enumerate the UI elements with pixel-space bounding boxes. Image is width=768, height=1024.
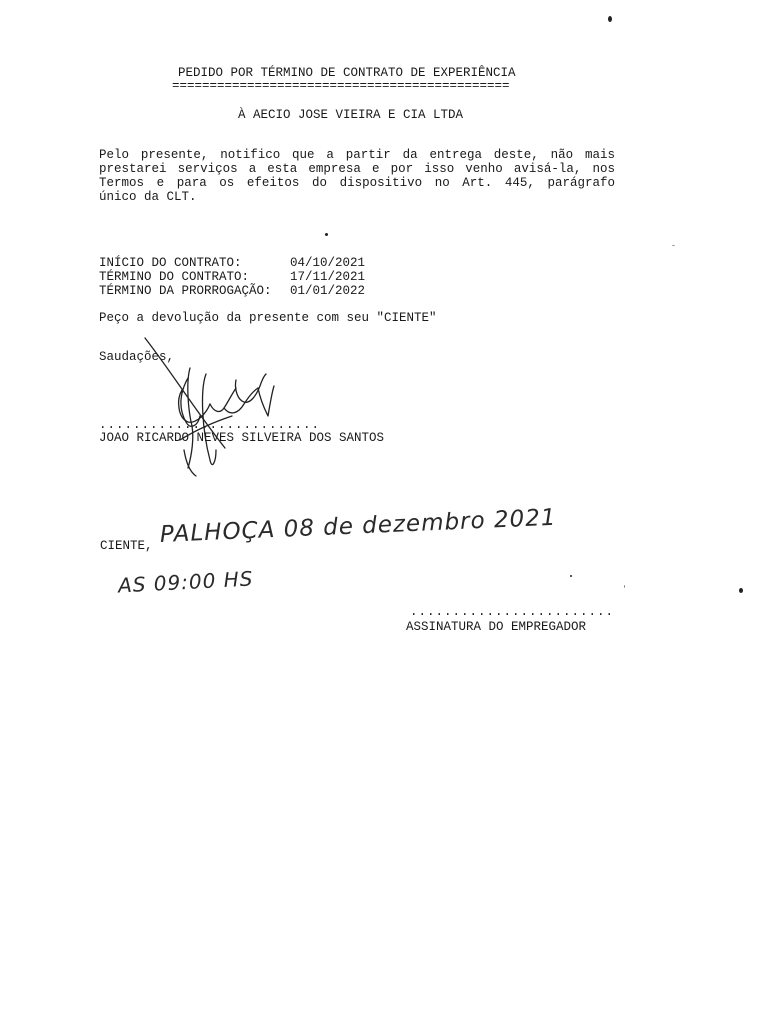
employee-name: JOAO RICARDO NEVES SILVEIRA DOS SANTOS [99,431,385,445]
scan-speck [624,585,625,588]
scan-speck [739,588,743,593]
document-title: PEDIDO POR TÉRMINO DE CONTRATO DE EXPERIÊNCIA [178,66,516,80]
return-request: Peço a devolução da presente com seu "CIENTE" [99,311,437,325]
handwritten-date: PALHOÇA 08 de dezembro 2021 [159,504,557,548]
extension-date-label: TÉRMINO DA PRORROGAÇÃO: [99,284,272,298]
end-date-value: 17/11/2021 [290,270,366,284]
title-underline: ============================================= [172,79,510,93]
ciente-label: CIENTE, [100,539,153,553]
scan-speck [570,575,572,577]
employee-signature-line: .......................... [99,418,321,432]
employer-signature-label: ASSINATURA DO EMPREGADOR [406,620,587,634]
paragraph-line: prestarei serviços a esta empresa e por isso venho avisá-la, nos [99,162,615,176]
paragraph-line: Pelo presente, notifico que a partir da entrega deste, não mais [99,148,615,162]
employer-signature-line: ........................ [410,605,615,619]
scan-speck [672,245,675,246]
notice-paragraph [99,148,615,204]
scan-speck [325,233,328,236]
handwritten-time: AS 09:00 HS [117,566,255,598]
paragraph-line: Termos e para os efeitos do dispositivo no Art. 445, parágrafo [99,176,615,190]
extension-date-value: 01/01/2022 [290,284,366,298]
paragraph-line: único da CLT. [99,190,197,204]
employee-signature [140,330,290,480]
addressee: À AECIO JOSE VIEIRA E CIA LTDA [238,108,464,122]
end-date-label: TÉRMINO DO CONTRATO: [99,270,250,284]
scan-speck [608,16,612,22]
greeting: Saudações, [99,350,175,364]
start-date-label: INÍCIO DO CONTRATO: [99,256,242,270]
start-date-value: 04/10/2021 [290,256,366,270]
